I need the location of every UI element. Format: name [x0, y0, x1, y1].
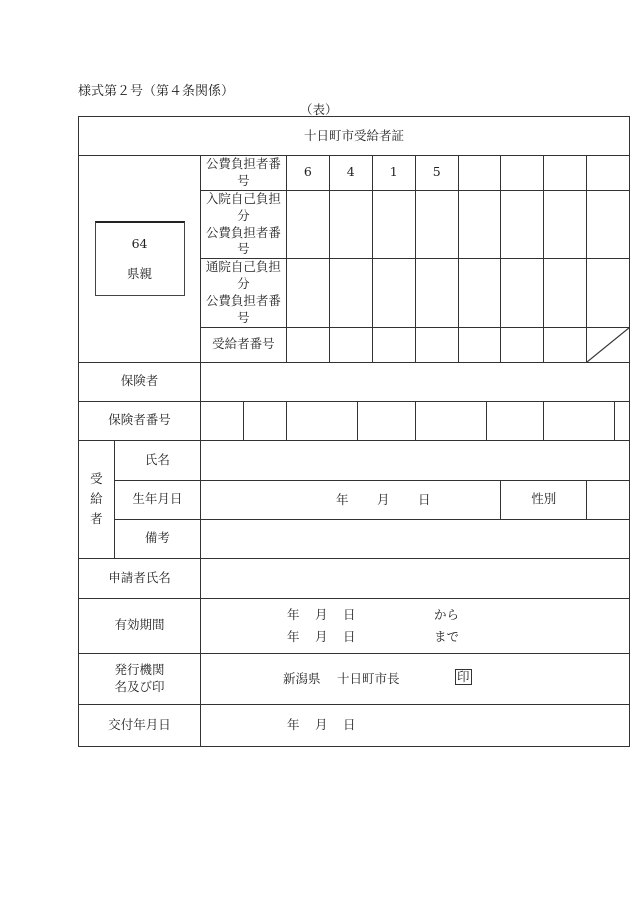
inpatient-digit-cell	[544, 190, 587, 259]
inpatient-digit-cell	[372, 190, 415, 259]
inpatient-digit-cell	[286, 190, 329, 259]
insurer-digit-cell	[544, 401, 615, 440]
burden-digit-cell: 6	[286, 156, 329, 191]
remarks-value	[201, 519, 630, 558]
outpatient-digit-cell	[415, 259, 458, 328]
applicant-name-value	[201, 558, 630, 598]
inpatient-digit-cell	[501, 190, 544, 259]
insurer-digit-cell	[201, 401, 244, 440]
recipient-certificate-table	[78, 116, 630, 747]
recipient-digit-cell	[458, 327, 501, 362]
outpatient-digit-cell	[372, 259, 415, 328]
seal-mark: 印	[457, 668, 470, 684]
stamp-area	[79, 156, 201, 363]
issuer-value	[201, 653, 630, 704]
remarks-label: 備考	[114, 519, 200, 558]
inpatient-burden-label: 入院自己負担分 公費負担者番号	[201, 190, 287, 259]
validity-period-label: 有効期間	[79, 598, 201, 653]
inpatient-digit-cell	[329, 190, 372, 259]
burden-digit-cell: 1	[372, 156, 415, 191]
outpatient-burden-label: 通院自己負担分 公費負担者番号	[201, 259, 287, 328]
birth-year-unit: 年	[336, 491, 349, 507]
insurer-number-label: 保険者番号	[79, 401, 201, 440]
insurer-label: 保険者	[79, 362, 201, 401]
validity-from-line: 年 月 日 から	[287, 606, 460, 622]
outpatient-digit-cell	[501, 259, 544, 328]
recipient-digit-cell-crossed	[587, 327, 630, 362]
code-stamp-box	[95, 221, 185, 296]
burden-digit-cell	[458, 156, 501, 191]
recipient-digit-cell	[329, 327, 372, 362]
recipient-digit-cell	[415, 327, 458, 362]
recipient-number-label: 受給者番号	[201, 327, 287, 362]
validity-to-line: 年 月 日 まで	[287, 628, 460, 644]
form-number-label: 様式第２号（第４条関係）	[78, 84, 235, 99]
issuer-mayor: 十日町市長	[337, 670, 400, 686]
insurer-value	[201, 362, 630, 401]
insurer-digit-cell	[486, 401, 543, 440]
recipient-digit-cell	[372, 327, 415, 362]
inpatient-digit-cell	[587, 190, 630, 259]
outpatient-digit-cell	[286, 259, 329, 328]
sex-value	[587, 480, 630, 519]
issuer-prefecture: 新潟県	[283, 670, 321, 686]
burden-digit-cell	[587, 156, 630, 191]
recipient-digit-cell	[501, 327, 544, 362]
recipient-digit-cell	[286, 327, 329, 362]
applicant-name-label: 申請者氏名	[79, 558, 201, 598]
burden-digit-cell: 4	[329, 156, 372, 191]
birth-date-label: 生年月日	[114, 480, 200, 519]
outpatient-digit-cell	[544, 259, 587, 328]
insurer-digit-cell	[358, 401, 416, 440]
validity-period-value	[201, 598, 630, 653]
birth-date-value	[201, 480, 501, 519]
inpatient-digit-cell	[458, 190, 501, 259]
outpatient-digit-cell	[458, 259, 501, 328]
insurer-digit-cell	[243, 401, 286, 440]
public-burden-number-label: 公費負担者番号	[201, 156, 287, 191]
issue-date-value: 年 月 日	[201, 704, 630, 746]
name-label: 氏名	[114, 440, 200, 480]
sex-label: 性別	[501, 480, 587, 519]
name-value	[201, 440, 630, 480]
outpatient-digit-cell	[587, 259, 630, 328]
insurer-digit-cell	[286, 401, 357, 440]
certificate-title: 十日町市受給者証	[79, 117, 630, 156]
diagonal-slash	[587, 328, 629, 362]
outpatient-digit-cell	[329, 259, 372, 328]
burden-digit-cell	[501, 156, 544, 191]
recipient-group-label: 受給者	[79, 440, 115, 558]
issue-date-label: 交付年月日	[79, 704, 201, 746]
stamp-code: 64	[131, 235, 148, 251]
recipient-digit-cell	[544, 327, 587, 362]
birth-day-unit: 日	[418, 491, 431, 507]
stamp-name: 県親	[127, 266, 153, 282]
front-side-label: （表）	[300, 102, 338, 117]
birth-month-unit: 月	[377, 491, 390, 507]
burden-digit-cell	[544, 156, 587, 191]
issuer-label: 発行機関 名及び印	[79, 653, 201, 704]
insurer-digit-cell	[415, 401, 486, 440]
insurer-digit-cell	[615, 401, 630, 440]
inpatient-digit-cell	[415, 190, 458, 259]
burden-digit-cell: 5	[415, 156, 458, 191]
